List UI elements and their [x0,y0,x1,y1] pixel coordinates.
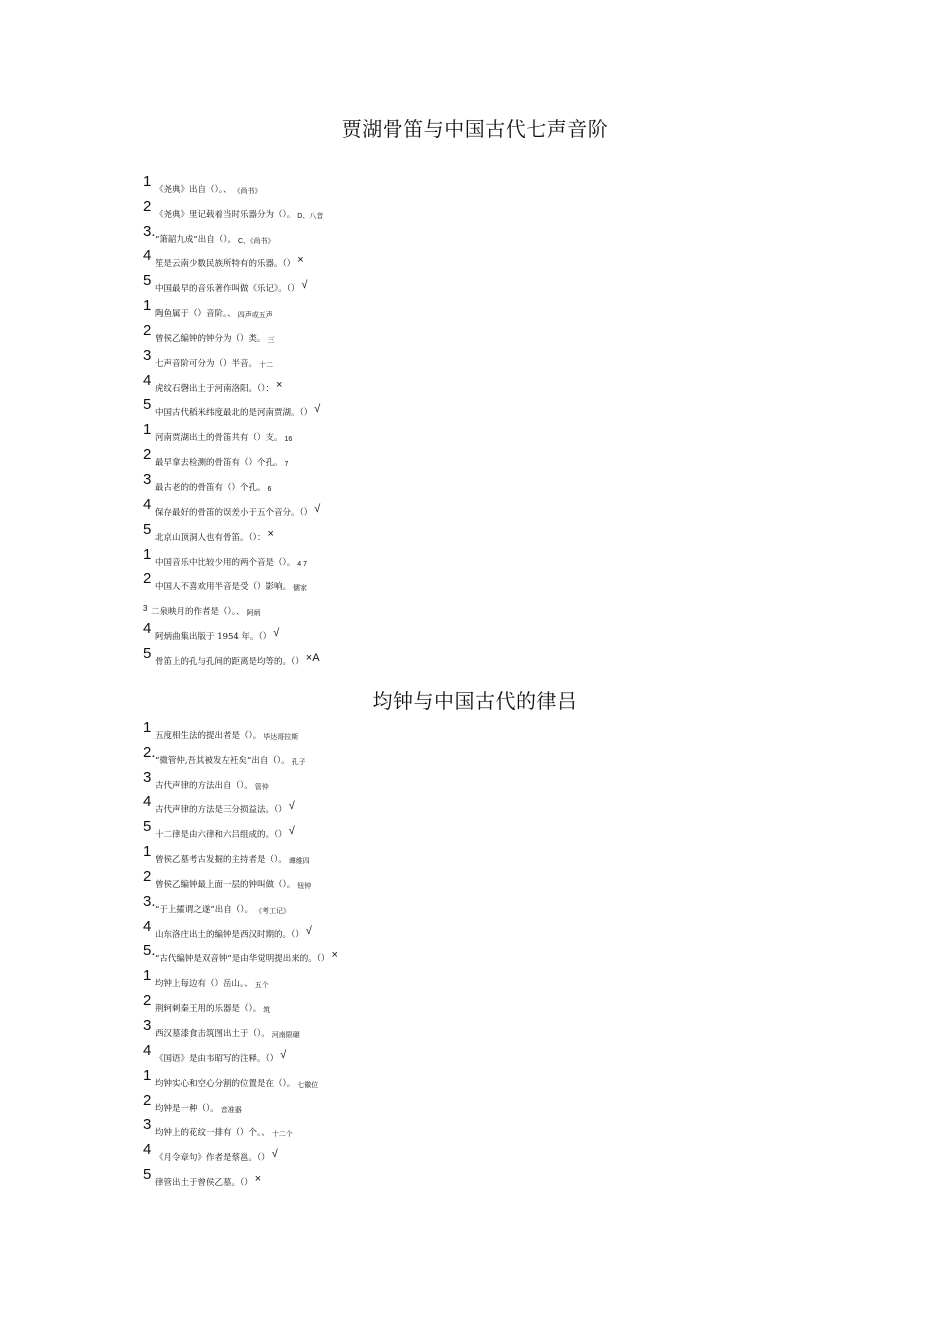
question-text: 中国音乐中比较少用的两个音是（）。 [155,557,296,568]
question-answer: 6 [267,485,272,493]
question-answer: × [276,378,283,391]
question-text: 虎纹石磬出土于河南洛阳。（）： [155,383,275,394]
question-text: 最古老的的骨笛有（）个孔。 [155,482,266,493]
question-item [143,892,338,917]
question-answer: 阿炳 [246,610,261,618]
question-text: 均钟是一种（）。 [155,1103,219,1114]
question-item [143,768,338,793]
question-item [143,793,338,818]
question-text: 山东洛庄出土的编钟是西汉时期的。（） [155,929,304,940]
question-item [143,271,323,296]
question-item [143,1041,338,1066]
question-answer: 四声或五声 [237,312,273,320]
question-answer: C、《尚书》 [237,237,275,245]
question-text: “箫韶九成”出自（）。 [155,234,236,245]
question-number: 2 [143,570,152,588]
question-answer: 儒家 [293,585,308,593]
question-number: 3 [143,604,148,614]
question-item [143,594,323,619]
question-answer: 《考工记》 [254,907,290,915]
question-item [143,966,338,991]
question-item [143,842,338,867]
question-item [143,470,323,495]
question-number: 5 [143,272,152,290]
question-text: 五度相生法的提出者是（）。 [155,730,262,741]
question-item [143,321,323,346]
question-text: 河南贾湖出土的骨笛共有（）支。 [155,433,283,444]
question-number: 2 [143,867,152,885]
question-item [143,991,338,1016]
question-item [143,197,323,222]
section-title: 均钟与中国古代的律吕 [372,689,578,713]
question-text: 曾侯乙编钟的钟分为（）类。 [155,333,266,344]
question-item [143,1165,338,1190]
question-text: 北京山顶洞人也有骨笛。（）： [155,532,266,543]
question-number: 1 [143,297,152,315]
question-item [143,743,338,768]
question-number: 1 [143,967,152,985]
question-text: 《尧典》出自（）。、 [155,184,232,195]
question-number: 5. [143,942,156,960]
question-answer: √ [305,924,312,937]
question-text: 骨笛上的孔与孔间的距离是均等的。（） [155,656,304,667]
question-number: 1 [143,545,152,563]
question-answer: 七徽位 [297,1081,319,1089]
question-answer: √ [314,403,321,416]
question-answer: √ [273,627,280,640]
question-number: 4 [143,620,152,638]
question-number: 3 [143,346,152,364]
question-number: 1 [143,172,152,190]
question-answer: × [331,949,338,962]
question-item [143,172,323,197]
question-number: 2. [143,743,156,761]
question-number: 4 [143,371,152,389]
question-item [143,718,338,743]
question-answer: √ [271,1148,278,1161]
question-number: 3 [143,1116,152,1134]
question-text: 最早拿去检测的骨笛有（）个孔。 [155,458,283,469]
question-number: 2 [143,197,152,215]
question-text: 《尧典》里记载着当时乐器分为（）。 [155,209,296,220]
question-text: 《月令章句》作者是蔡邕。（） [155,1153,270,1164]
question-answer: 河南限碾 [271,1031,300,1039]
question-item [143,570,323,595]
question-answer: 谭维四 [288,858,310,866]
question-list [143,172,323,669]
question-text: 中国最早的音乐著作叫做《乐记》。（） [155,284,300,295]
question-text: 曾侯乙编钟最上面一层的钟叫做（）。 [155,879,296,890]
question-number: 4 [143,495,152,513]
question-number: 5 [143,396,152,414]
question-answer: 十二 [259,361,274,369]
question-answer: √ [301,279,308,292]
question-text: 律管出土于曾侯乙墓。（） [155,1178,253,1189]
question-number: 4 [143,1041,152,1059]
question-answer: 毕达哥拉斯 [263,733,299,741]
question-text: 古代声律的方法是三分损益法。（） [155,805,287,816]
question-item [143,346,323,371]
question-item [143,1091,338,1116]
question-item [143,942,338,967]
question-text: 笙是云南少数民族所特有的乐器。（） [155,259,296,270]
question-item [143,817,338,842]
question-answer: 管仲 [254,783,269,791]
question-number: 2 [143,1091,152,1109]
question-number: 1 [143,843,152,861]
question-answer: 五个 [254,982,269,990]
question-number: 1 [143,718,152,736]
question-item [143,1116,338,1141]
question-text: 二泉映月的作者是（）。、 [151,607,245,618]
question-text: 中国人不喜欢用半音是受（）影响。 [155,582,292,593]
question-item [143,1140,338,1165]
question-text: 荆轲刺秦王用的乐器是（）。 [155,1004,262,1015]
question-answer: × [254,1173,262,1186]
question-text: 西汉墓漆食击筑图出土于（）。 [155,1028,270,1039]
question-text: “于上攉谓之遂”出自（）。 [155,904,253,915]
question-item [143,371,323,396]
question-answer: 16 [284,436,293,444]
question-number: 2 [143,992,152,1010]
question-answer: √ [280,1048,287,1061]
question-text: 中国古代稻米纬度最北的是河南贾湖。（） [155,408,313,419]
question-item [143,396,323,421]
question-item [143,545,323,570]
question-number: 1 [143,421,152,439]
question-number: 5 [143,644,152,662]
question-number: 3 [143,768,152,786]
question-text: 七声音阶可分为（）半音。 [155,358,258,369]
question-number: 1 [143,1066,152,1084]
question-answer: √ [314,502,321,515]
question-number: 3. [143,222,156,240]
question-answer: 《尚书》 [233,187,262,195]
question-text: 十二律是由六律和六吕组成的。（） [155,830,287,841]
question-item [143,445,323,470]
section-title: 贾湖骨笛与中国古代七声音阶 [341,117,609,141]
question-item [143,495,323,520]
question-answer: D、八音 [297,212,324,220]
question-text: 均钟上的花纹一排有（）个。、 [155,1128,270,1139]
question-number: 3 [143,1016,152,1034]
question-item [143,520,323,545]
question-number: 4 [143,917,152,935]
question-answer: 7 [284,461,289,469]
question-text: “微管仲,吾其被发左衽矣”出自（）。 [155,755,290,766]
question-list [143,718,338,1190]
question-answer: 三 [267,336,275,344]
question-answer: √ [288,825,295,838]
question-answer: 4 7 [297,560,307,568]
question-number: 4 [143,793,152,811]
question-number: 3. [143,892,156,910]
question-text: 保存最好的骨笛的误差小于五个音分。（） [155,507,313,518]
question-item [143,867,338,892]
question-number: 2 [143,321,152,339]
question-answer: 十二个 [271,1131,293,1139]
question-item [143,296,323,321]
question-number: 4 [143,247,152,265]
question-answer: √ [288,800,295,813]
question-number: 3 [143,470,152,488]
question-item [143,1066,338,1091]
question-number: 4 [143,1141,152,1159]
question-item [143,1016,338,1041]
question-text: “古代编钟是双音钟”是由华觉明提出来的。（） [155,954,330,965]
question-item [143,247,323,272]
question-answer: 钮钟 [297,882,312,890]
question-number: 2 [143,446,152,464]
question-answer: ×A [305,651,320,664]
question-answer: 筑 [263,1007,271,1015]
question-item [143,619,323,644]
question-answer: 孔子 [291,758,306,766]
question-text: 《国语》是由韦昭写的注释。（） [155,1053,279,1064]
question-answer: 音准器 [220,1106,242,1114]
question-text: 古代声律的方法出自（）。 [155,780,253,791]
question-number: 5 [143,1166,152,1184]
question-number: 5 [143,520,152,538]
question-text: 均钟实心和空心分割的位置是在（）。 [155,1078,296,1089]
question-item [143,917,338,942]
question-item [143,420,323,445]
question-number: 5 [143,818,152,836]
question-item [143,644,323,669]
question-text: 陶鱼属于（）音阶。、 [155,309,236,320]
question-item [143,222,323,247]
question-answer: × [297,254,304,267]
question-text: 阿炳曲集出版于 1954 年。（） [155,632,272,643]
question-answer: × [267,527,274,540]
question-text: 均钟上每边有（）岳山。、 [155,979,253,990]
question-text: 曾侯乙墓考古发掘的主持者是（）。 [155,855,287,866]
